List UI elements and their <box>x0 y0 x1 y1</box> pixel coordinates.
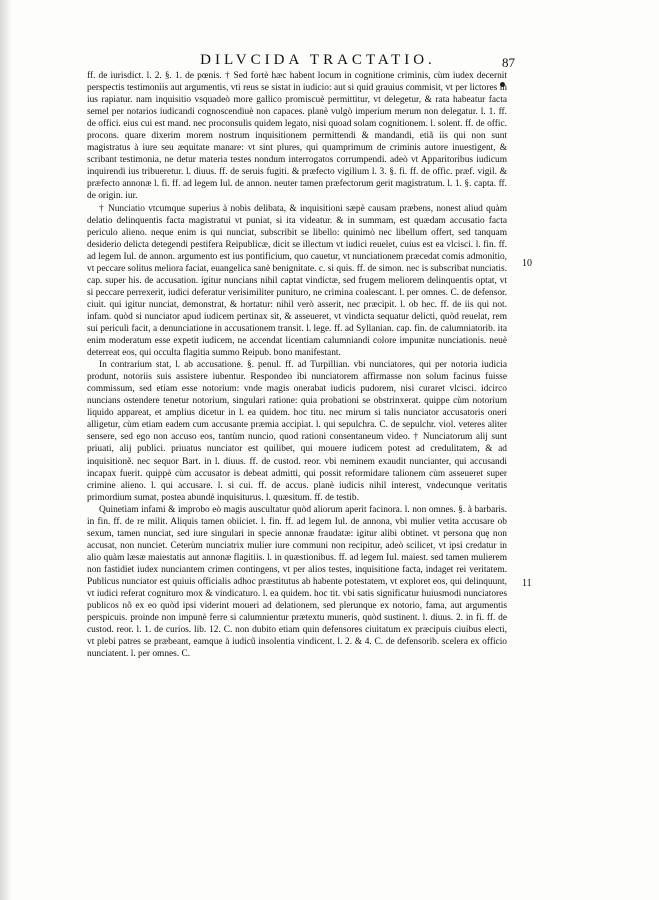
margin-number: 11 <box>522 578 532 589</box>
running-head: DILVCIDA TRACTATIO. <box>200 52 436 68</box>
body-text <box>87 70 507 660</box>
page-number: 87 <box>502 55 515 70</box>
paragraph: ff. de iurisdict. l. 2. §. 1. de pœnis. † Sed fortè hæc habent locum in cognitione criminis, cùm iudex decernit perspectis testimoniis aut argumentis, vti reus se sistat in iudicio: aut si quid grauius commisit, vt per lictores in ius rapiatur. nam inquisitio vsquadeò more gallico promiscuè permittitur, vt delegetur, & rata habeatur facta semel per notarios iudicandi cognoscendiuè non capaces. planè vulgò imperium merum non delegatur. l. 1. ff. de offici. eius cui est mand. nec proconsulis quidem legato, nisi quoad solam cognitionem. l. solent. ff. de offic. procons. quare dixerim morem nostrum inquisitionem permittendi & mandandi, etiã iis qui non sunt magistratus à iure seu æquitate manare: vt sint plures, qui quamprimum de criminis autore inuestigent, & scribant testimonia, ne detur materia testes nondum interrogatos corrumpendi. adeò vt Apparitoribus iudicum inquirendi ius tribueretur. l. diuus. ff. de seruis fugiti. & præfecto vigilium l. 3. §. fi. ff. de offic. præf. vigil. & præfecto annonæ l. fi. ff. ad legem Iul. de annon. neuter tamen præfectorum gerit magistratum. l. 1. §. capta. ff. de origin. iur. <box>87 71 507 202</box>
paragraph: In contrarium stat, l. ab accusatione. §. penul. ff. ad Turpillian. vbi nunciatores, qui per notoria iudicia produnt, notoriis suis assistere iubentur. Respondeo ibi nunciatorem affirmasse non solum facinus fuisse commissum, sed etiam esse notorium: vnde magis onerabat iudicis pudorem, nisi curaret vlcisci. idcirco nuncians ostendere tenetur notorium, singulari ratione: quia probationi se obstrinxerat. quippe cùm notorium liquido appareat, et amplius dicetur in l. ea quidem. hoc titu. nec mirum si talis nunciator accusatoris oneri alligetur, cùm etiam eadem cum accusante præmia accipiat. l. qui sepulchra. C. de sepulchr. viol. veteres aliter sensere, sed ego non accuso eos, tantùm nuncio, quod rationi consentaneum video. † Nunciatorum alij sunt priuati, alij publici. priuatus nunciator est quilibet, qui mouere iudicem potest ad credulitatem, & ad inquisitionẽ. nec sequor Bart. in l. diuus. ff. de custod. reor. vbi neminem exaudit nuncianter, qui accusandi incapax fuerit. quippè cùm accusator is debeat admitti, qui possit reformidare talionem cùm asseueret super crimine alieno. l. qui accusare. l. si cui. ff. de accus. planè iudicis nihil interest, vndecunque veritatis primordium sumat, postea abundè inquisiturus. l. quæsitum. ff. de testib. <box>87 360 507 503</box>
margin-number: 10 <box>522 258 532 269</box>
paragraph: † Nunciatio vtcumque superius à nobis delibata, & inquisitioni sæpè causam præbens, nonest aliud quàm delatio delinquentis facta magistratui vt puniat, si ita videatur. & in summam, est quædam accusatio facta periculo alieno. neque enim is qui nunciat, subscribit se libello: quinimò nec libellum offert, sed tanquam desiderio delicta detegendi pestifera Reipublicæ, dicit se illectum vt iudici reuelet, cuius est ea vlcisci. l. fin. ff. ad legem Iul. de annon. argumento est ius pontificium, quo cauetur, vt nunciationem præcedat comis admonitio, vt peccare solitus meliora faciat, euangelica sanè benignitate. c. si quis. ff. de simon. nec is subscribat nunciatis. cap. super his. de accusation. igitur nuncians nihil captat vindictæ, sed frugem meliorem delinquentis optat, vt si peccare perrexerit, iudici deferatur verisimiliter punituro, ne crimina coalescant. l. per omnes. C. de defensor. ciuit. qui igitur nunciat, demonstrat, & hortatur: nihil verò asserit, nec præcipit. l. ob hec. ff. de iis qui not. infam. quòd si nunciator apud iudicem pertinax sit, & asseueret, vt vindicta sequatur delicti, quòd reuelat, rem sui periculi facit, a denunciatione in accusationem transit. l. lege. ff. ad Syllanian. cap. fin. de calumniatorib. ita enim moderatum esse expetit iudicem, ne accendat licentiam calumniandi colore impunitæ nunciationis. neuè deterreat eos, qui occulta flagitia summo Reipub. bono manifestant. <box>87 203 507 359</box>
scan-shadow-edge <box>0 0 12 900</box>
paragraph: Quinetiam infami & improbo eò magis auscultatur quòd aliorum aperit facinora. l. non omnes. §. à barbaris. in fin. ff. de re milit. Aliquis tamen obiiciet. l. fin. ff. ad legem Iul. de annona, vbi mulier vetita accusare ob sexum, tamen nunciat, sed iure singulari in specie annonæ fraudatæ: igitur alibi obtinet. vt persona quę non accusat, non nunciet. Ceterùm nunciatrix mulier iure communi non recipitur, adeò scilicet, vt ipsi credatur in alio quàm læsæ maiestatis aut annonæ flagitiis. l. in quæstionibus. ff. ad legem Iul. maiest. sed tamen mulierem non fastidiet iudex nunciantem crimen contingens, vt per alios testes, inquisitione facta, indaget rei veritatem. Publicus nunciator est quiuis officialis adhoc præstitutus ab habente potestatem, vt exploret eos, qui delinquunt, vt iudici referat cognituro mox & vindicaturo. l. ea quidem. hoc tit. vbi satis significatur huiusmodi nunciatores publicos nõ ex eo quòd ipsi viderint moueri ad delationem, sed plerunque ex notorio, fama, aut argumentis perspicuis. proinde non impunè ferre si calumnientur prætextu muneris, quòd sustinent. l. diuus. 2. in fi. ff. de custod. reor. l. 1. de curios. lib. 12. C. non dubito etiam quin defensores ciuitatum ex præcipuis ciuibus electi, vt plebi patres se præbeant, eamque à iudicũ insolentia vindicent. l. 2. & 4. C. de defensorib. scelera ex officio nunciatent. l. per omnes. C. <box>87 504 507 660</box>
